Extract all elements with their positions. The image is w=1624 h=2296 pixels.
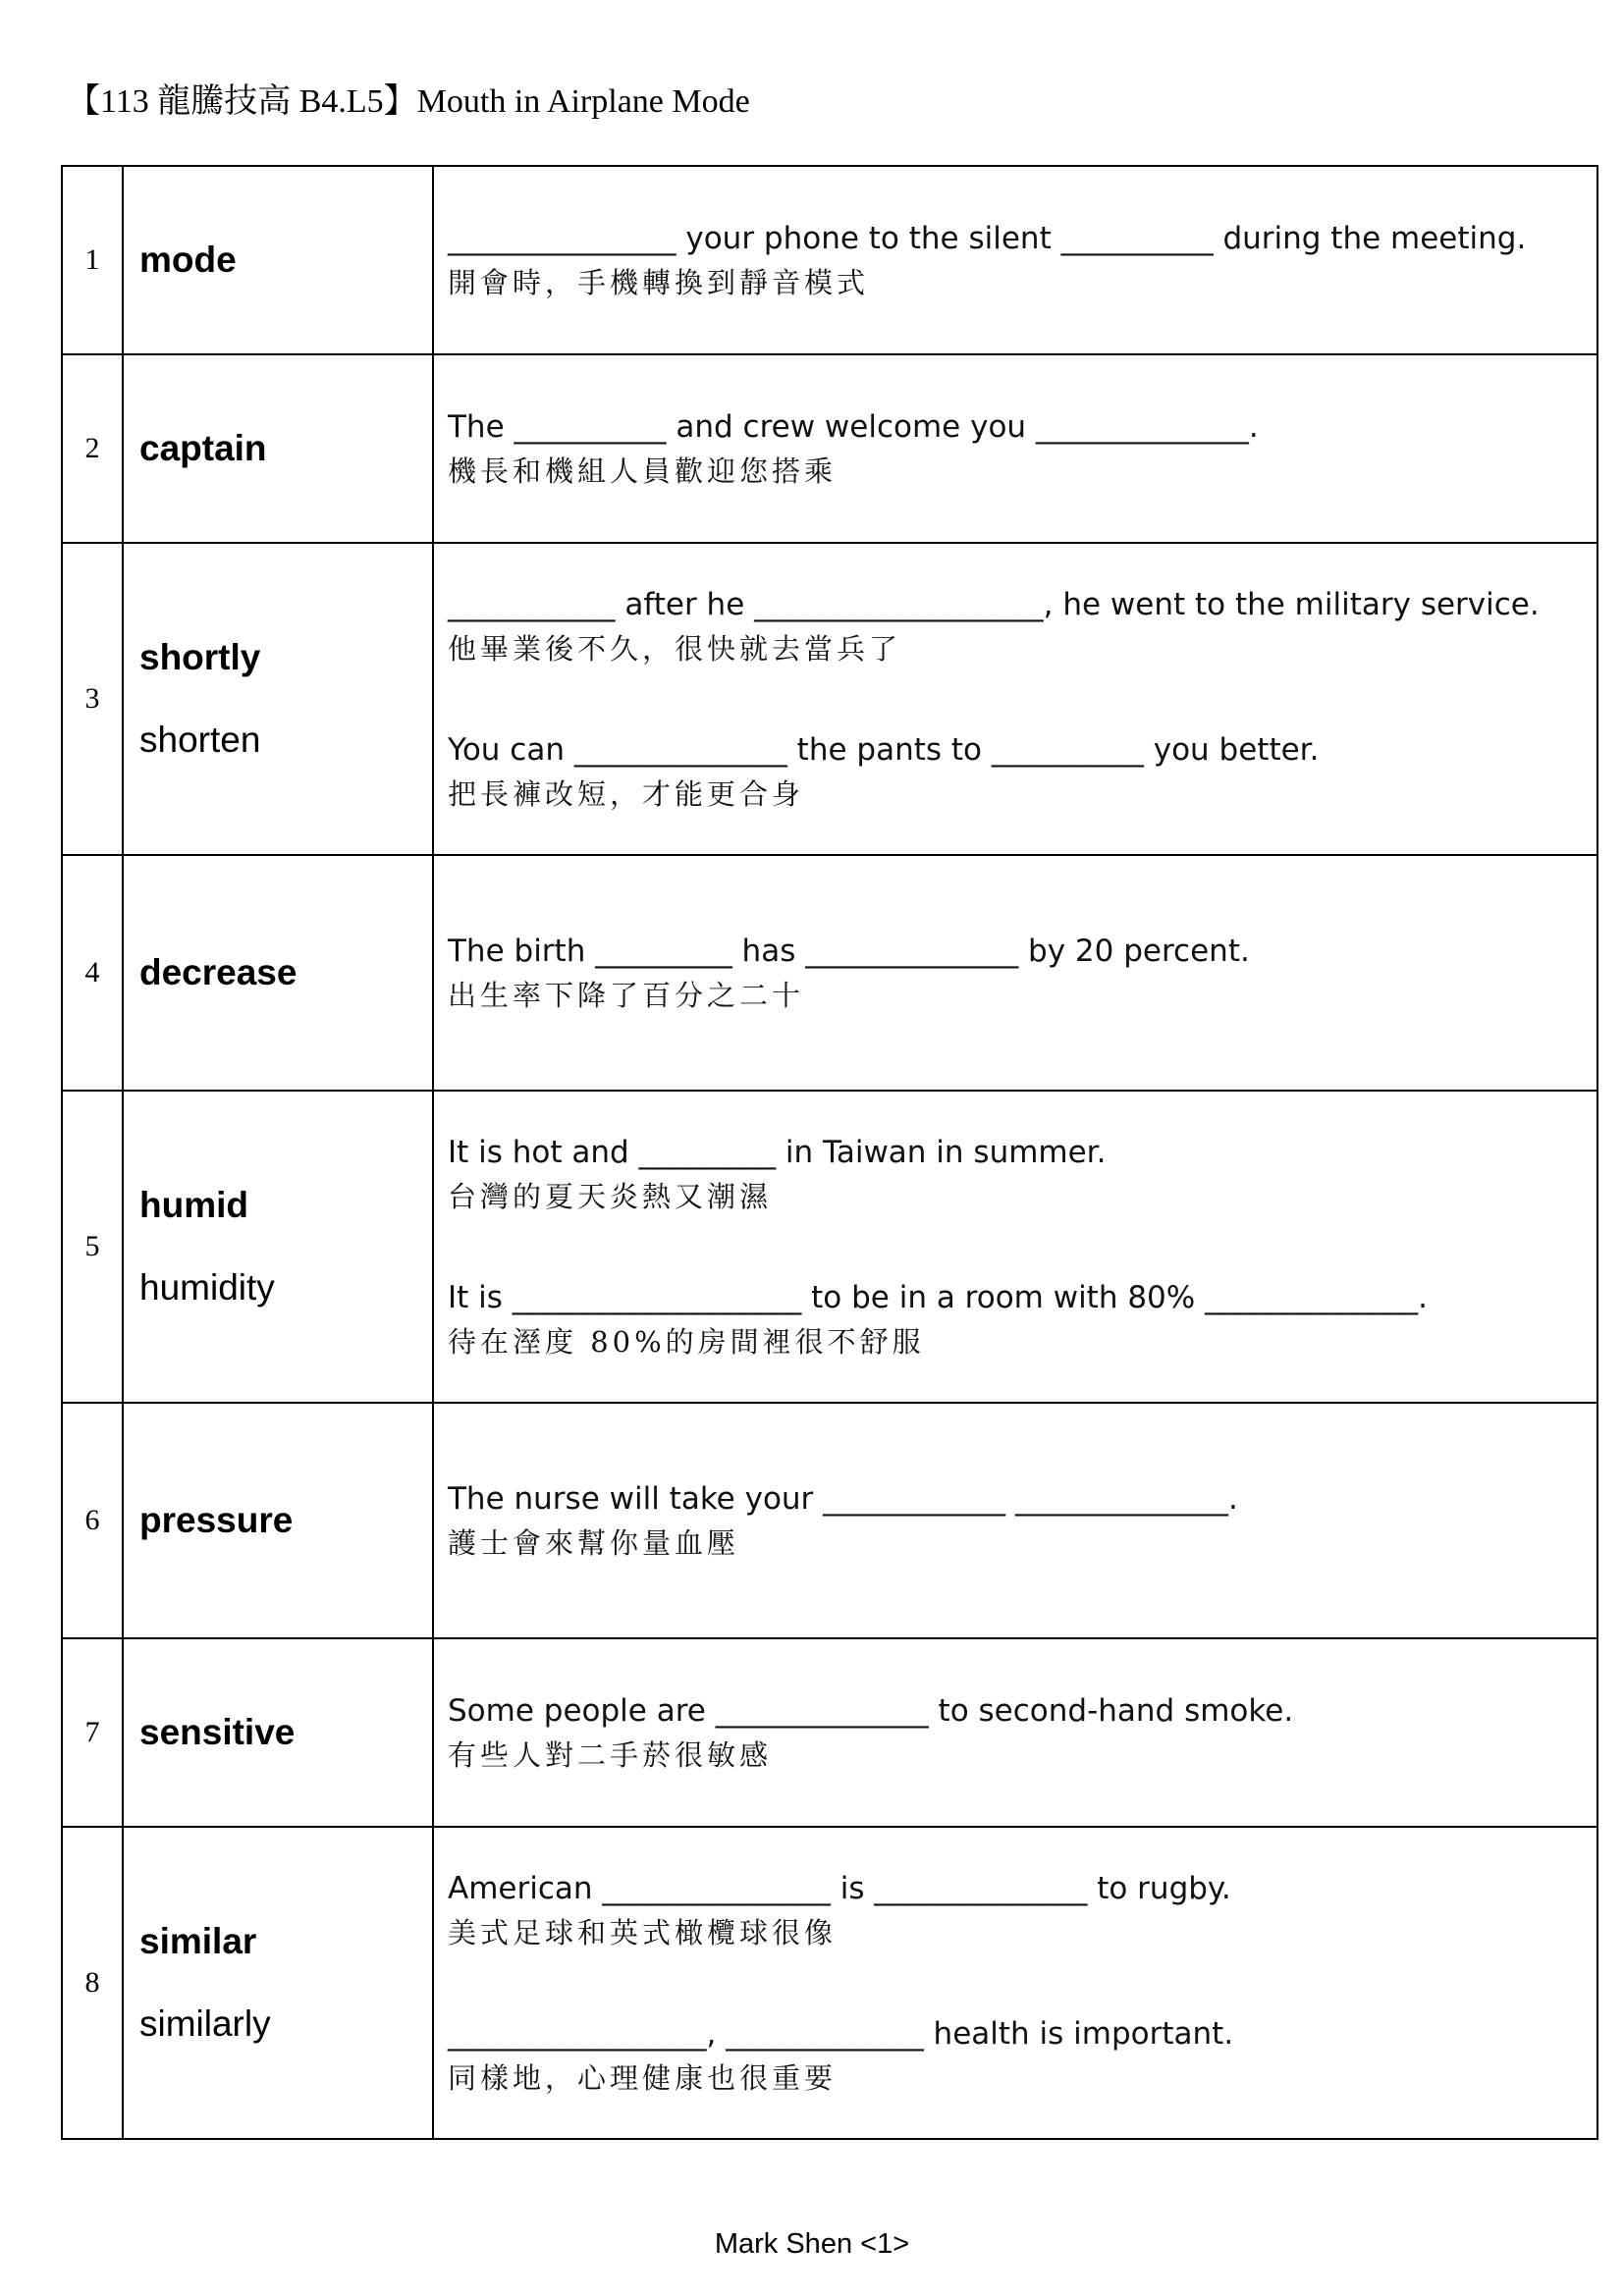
chinese-translation: 有些人對二手菸很敏感 bbox=[448, 1738, 773, 1772]
chinese-translation: 把長褲改短，才能更合身 bbox=[448, 777, 805, 811]
vocab-word: sensitive bbox=[139, 1712, 296, 1752]
english-sentence: The birth _________ has ______________ by 20 percent. bbox=[448, 934, 1250, 969]
sentence-cell bbox=[433, 855, 1597, 1091]
sentence-block bbox=[448, 216, 1597, 304]
sentence-cell bbox=[433, 166, 1597, 354]
vocab-word-cell bbox=[123, 543, 433, 855]
sentence-cell bbox=[433, 543, 1597, 855]
vocab-word-cell bbox=[123, 1403, 433, 1638]
sentence-block bbox=[448, 1130, 1597, 1218]
table-row bbox=[62, 543, 1597, 855]
english-sentence: The nurse will take your ____________ ______________. bbox=[448, 1481, 1238, 1517]
table-row bbox=[62, 855, 1597, 1091]
table-row bbox=[62, 166, 1597, 354]
sentence-block bbox=[448, 1476, 1597, 1565]
row-number: 7 bbox=[62, 1638, 123, 1827]
english-sentence: You can ______________ the pants to __________ you better. bbox=[448, 732, 1320, 768]
sentence-block bbox=[448, 929, 1597, 1017]
sentence-block bbox=[448, 404, 1597, 493]
english-sentence: Some people are ______________ to second-hand smoke. bbox=[448, 1693, 1294, 1729]
vocab-word: mode bbox=[139, 240, 237, 280]
english-sentence: It is hot and _________ in Taiwan in summer. bbox=[448, 1135, 1107, 1170]
chinese-translation: 護士會來幫你量血壓 bbox=[448, 1526, 740, 1560]
page-title: 【113 龍騰技高 B4.L5】Mouth in Airplane Mode bbox=[67, 83, 750, 120]
table-row bbox=[62, 1827, 1597, 2139]
sentence-block bbox=[448, 582, 1597, 670]
sentence-block bbox=[448, 1688, 1597, 1777]
vocab-word-cell bbox=[123, 1827, 433, 2139]
sentence-block bbox=[448, 2011, 1597, 2100]
sentence-block bbox=[448, 1866, 1597, 1954]
english-sentence: American _______________ is ______________ to rugby. bbox=[448, 1871, 1231, 1906]
sentence-cell bbox=[433, 1827, 1597, 2139]
sentence-cell bbox=[433, 1091, 1597, 1403]
page-footer: Mark Shen <1> bbox=[714, 2228, 910, 2260]
english-sentence: ___________ after he ___________________, he went to the military service. bbox=[448, 587, 1540, 622]
vocab-word-cell bbox=[123, 855, 433, 1091]
row-number: 1 bbox=[62, 166, 123, 354]
vocab-word-cell bbox=[123, 1091, 433, 1403]
vocab-word: captain bbox=[139, 428, 267, 468]
row-number: 5 bbox=[62, 1091, 123, 1403]
table-row bbox=[62, 1091, 1597, 1403]
sentence-block bbox=[448, 727, 1597, 816]
related-word: shorten bbox=[139, 720, 261, 760]
english-sentence: The __________ and crew welcome you ______________. bbox=[448, 409, 1259, 445]
chinese-translation: 台灣的夏天炎熱又潮濕 bbox=[448, 1180, 773, 1213]
row-number: 2 bbox=[62, 354, 123, 543]
chinese-translation: 美式足球和英式橄欖球很像 bbox=[448, 1916, 838, 1949]
chinese-translation: 同樣地，心理健康也很重要 bbox=[448, 2061, 838, 2095]
row-number: 6 bbox=[62, 1403, 123, 1638]
vocab-word-cell bbox=[123, 1638, 433, 1827]
vocab-word: pressure bbox=[139, 1500, 294, 1540]
vocab-word: humid bbox=[139, 1185, 248, 1225]
row-number: 3 bbox=[62, 543, 123, 855]
chinese-translation: 出生率下降了百分之二十 bbox=[448, 979, 805, 1012]
row-number: 4 bbox=[62, 855, 123, 1091]
table-row bbox=[62, 1638, 1597, 1827]
sentence-cell bbox=[433, 1638, 1597, 1827]
english-sentence: It is ___________________ to be in a room with 80% ______________. bbox=[448, 1280, 1428, 1315]
chinese-translation: 待在溼度 80%的房間裡很不舒服 bbox=[448, 1325, 925, 1359]
english-sentence: _________________, _____________ health is important. bbox=[448, 2016, 1234, 2052]
vocab-word: shortly bbox=[139, 637, 261, 677]
english-sentence: _______________ your phone to the silent __________ during the meeting. bbox=[448, 221, 1527, 256]
vocab-word-cell bbox=[123, 166, 433, 354]
vocabulary-table bbox=[61, 165, 1598, 2140]
table-row bbox=[62, 354, 1597, 543]
table-row bbox=[62, 1403, 1597, 1638]
chinese-translation: 機長和機組人員歡迎您搭乘 bbox=[448, 454, 838, 488]
vocab-word: similar bbox=[139, 1921, 257, 1961]
vocab-word-cell bbox=[123, 354, 433, 543]
chinese-translation: 他畢業後不久，很快就去當兵了 bbox=[448, 632, 902, 666]
related-word: similarly bbox=[139, 2003, 271, 2044]
related-word: humidity bbox=[139, 1267, 275, 1308]
sentence-block bbox=[448, 1275, 1597, 1363]
row-number: 8 bbox=[62, 1827, 123, 2139]
sentence-cell bbox=[433, 1403, 1597, 1638]
chinese-translation: 開會時，手機轉換到靜音模式 bbox=[448, 266, 870, 299]
sentence-cell bbox=[433, 354, 1597, 543]
vocab-word: decrease bbox=[139, 952, 298, 992]
